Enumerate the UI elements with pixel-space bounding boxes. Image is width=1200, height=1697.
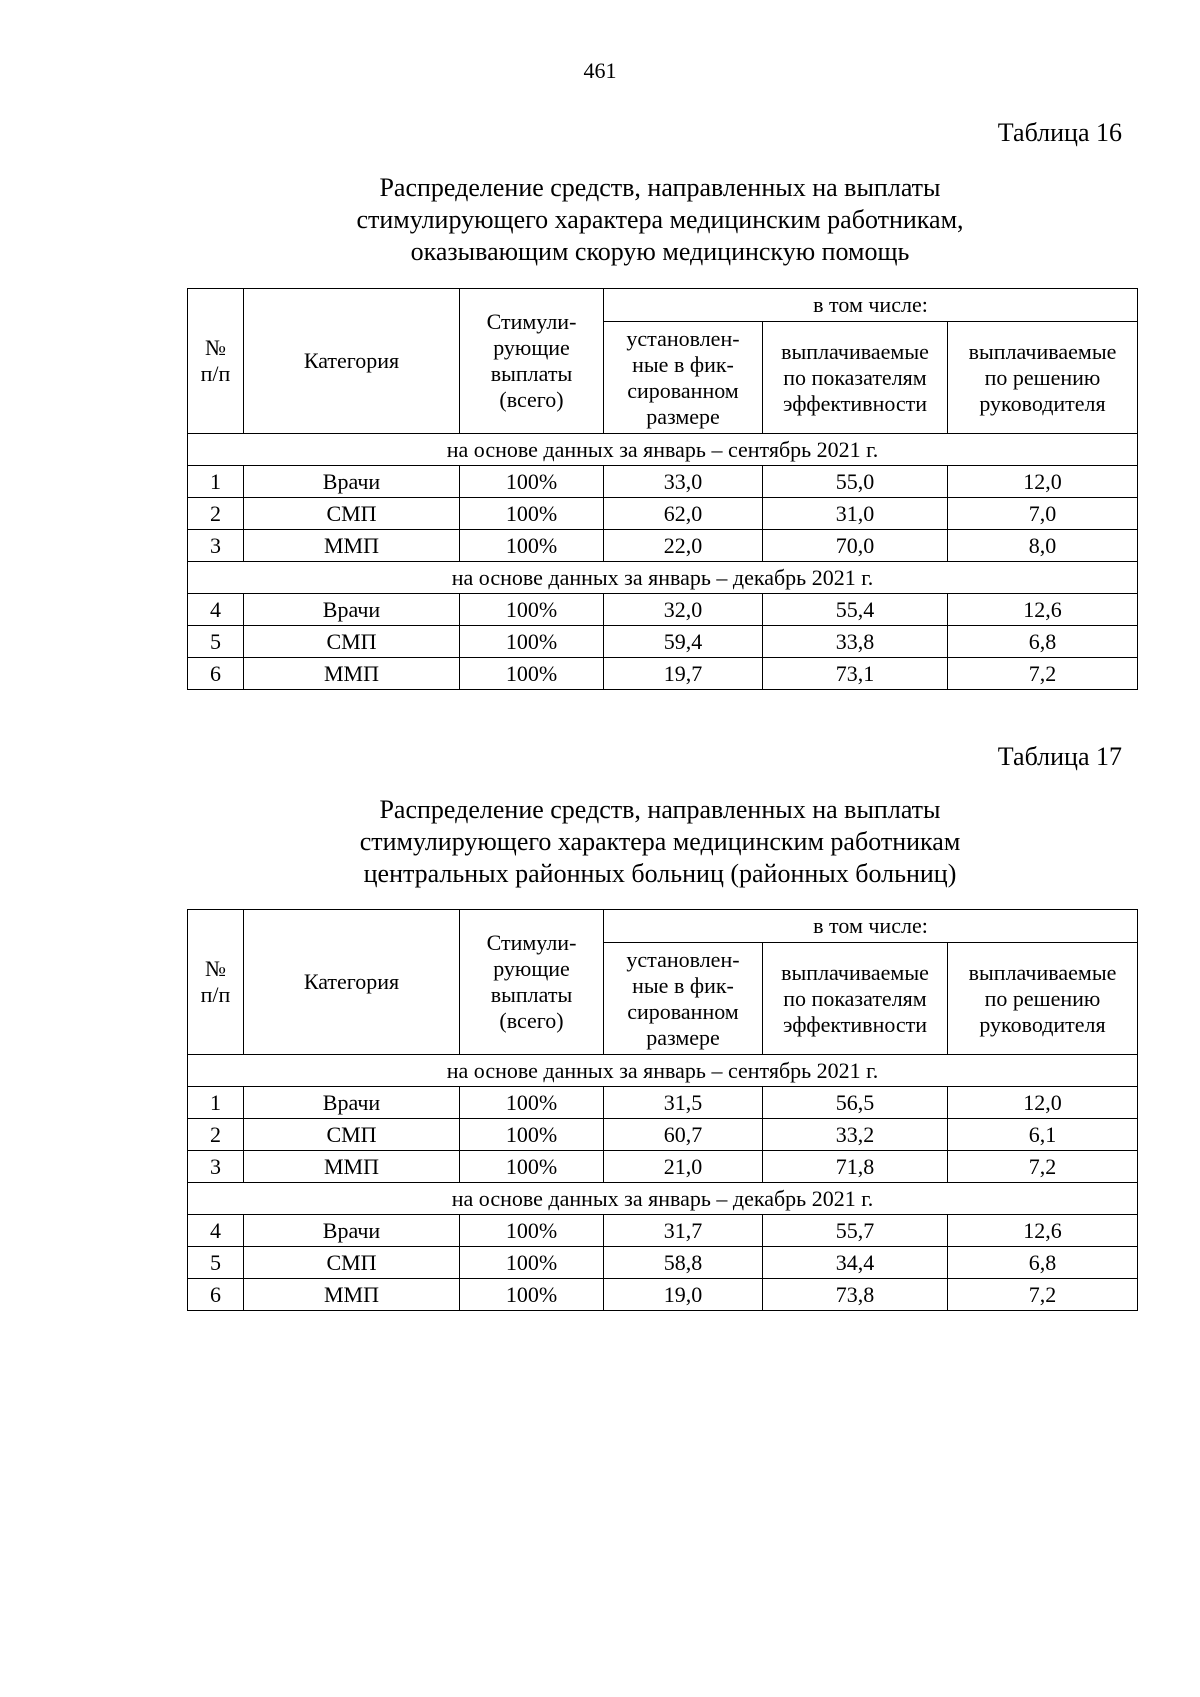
- header-line: (всего): [499, 387, 564, 412]
- cell-manager: 8,0: [948, 530, 1138, 562]
- cell-total: 100%: [460, 658, 604, 690]
- header-line: по решению: [984, 985, 1101, 1011]
- header-line: эффективности: [782, 1011, 928, 1037]
- header-category: Категория: [244, 910, 460, 1055]
- header-fixed: [604, 943, 763, 1055]
- cell-num: 5: [188, 626, 244, 658]
- cell-efficiency: 33,2: [763, 1119, 948, 1151]
- cell-category: Врачи: [244, 594, 460, 626]
- table-17-label: Таблица 17: [997, 742, 1122, 771]
- cell-num: 1: [188, 466, 244, 498]
- cell-efficiency: 55,4: [763, 594, 948, 626]
- header-line: выплаты: [490, 982, 573, 1007]
- title-line: Распределение средств, направленных на выплаты: [379, 173, 941, 202]
- cell-fixed: 22,0: [604, 530, 763, 562]
- section-row: [188, 1183, 1138, 1215]
- table-17-title: [0, 794, 1200, 890]
- cell-total: 100%: [460, 594, 604, 626]
- header-line: размере: [646, 1024, 720, 1050]
- header-line: установлен-: [626, 946, 740, 972]
- title-line: центральных районных больниц (районных больниц): [363, 859, 957, 888]
- cell-manager: 12,0: [948, 466, 1138, 498]
- section-caption: на основе данных за январь – декабрь 2021 г.: [188, 1183, 1138, 1215]
- header-num: [188, 289, 244, 434]
- table-16-label: Таблица 16: [997, 118, 1122, 147]
- cell-total: 100%: [460, 530, 604, 562]
- header-total: [460, 910, 604, 1055]
- cell-efficiency: 73,1: [763, 658, 948, 690]
- title-line: стимулирующего характера медицинским работникам,: [356, 205, 964, 234]
- header-line: п/п: [200, 982, 231, 1007]
- table-16: [187, 288, 1138, 690]
- table-row: [188, 1279, 1138, 1311]
- table-row: [188, 626, 1138, 658]
- header-line: выплачиваемые: [781, 338, 929, 364]
- title-line: стимулирующего характера медицинским работникам: [359, 827, 961, 856]
- cell-category: СМП: [244, 498, 460, 530]
- header-line: рующие: [493, 956, 570, 981]
- header-category: Категория: [244, 289, 460, 434]
- table-row: [188, 1247, 1138, 1279]
- cell-fixed: 19,7: [604, 658, 763, 690]
- header-including: в том числе:: [604, 289, 1138, 322]
- cell-fixed: 31,5: [604, 1087, 763, 1119]
- header-line: сированном: [627, 998, 739, 1024]
- section-row: [188, 562, 1138, 594]
- cell-category: СМП: [244, 626, 460, 658]
- table-row: [188, 498, 1138, 530]
- cell-fixed: 19,0: [604, 1279, 763, 1311]
- section-caption: на основе данных за январь – сентябрь 2021 г.: [188, 434, 1138, 466]
- cell-total: 100%: [460, 498, 604, 530]
- cell-category: СМП: [244, 1247, 460, 1279]
- header-line: эффективности: [782, 390, 928, 416]
- cell-fixed: 60,7: [604, 1119, 763, 1151]
- section-row: [188, 1055, 1138, 1087]
- header-manager: [948, 322, 1138, 434]
- header-line: выплачиваемые: [968, 338, 1117, 364]
- cell-category: ММП: [244, 1279, 460, 1311]
- table-row: [188, 658, 1138, 690]
- cell-category: ММП: [244, 658, 460, 690]
- header-efficiency: [763, 322, 948, 434]
- header-line: ные в фик-: [632, 351, 734, 377]
- header-line: п/п: [200, 361, 231, 386]
- table-row: [188, 1151, 1138, 1183]
- cell-total: 100%: [460, 626, 604, 658]
- cell-fixed: 62,0: [604, 498, 763, 530]
- header-efficiency: [763, 943, 948, 1055]
- cell-num: 4: [188, 594, 244, 626]
- cell-num: 3: [188, 1151, 244, 1183]
- header-line: рующие: [493, 335, 570, 360]
- cell-num: 5: [188, 1247, 244, 1279]
- header-line: руководителя: [979, 1011, 1106, 1037]
- header-line: по показателям: [783, 985, 927, 1011]
- table-row: [188, 1087, 1138, 1119]
- table-row: [188, 1215, 1138, 1247]
- header-line: Стимули-: [486, 309, 577, 334]
- header-line: Стимули-: [486, 930, 577, 955]
- cell-efficiency: 34,4: [763, 1247, 948, 1279]
- cell-fixed: 59,4: [604, 626, 763, 658]
- cell-manager: 12,6: [948, 594, 1138, 626]
- cell-efficiency: 56,5: [763, 1087, 948, 1119]
- cell-total: 100%: [460, 1087, 604, 1119]
- cell-efficiency: 31,0: [763, 498, 948, 530]
- cell-efficiency: 73,8: [763, 1279, 948, 1311]
- header-line: размере: [646, 403, 720, 429]
- cell-num: 1: [188, 1087, 244, 1119]
- header-line: ные в фик-: [632, 972, 734, 998]
- header-including: в том числе:: [604, 910, 1138, 943]
- cell-efficiency: 70,0: [763, 530, 948, 562]
- cell-total: 100%: [460, 1215, 604, 1247]
- cell-manager: 6,8: [948, 626, 1138, 658]
- cell-num: 2: [188, 498, 244, 530]
- table-row: [188, 1119, 1138, 1151]
- cell-fixed: 33,0: [604, 466, 763, 498]
- cell-manager: 7,2: [948, 1279, 1138, 1311]
- cell-fixed: 31,7: [604, 1215, 763, 1247]
- title-line: Распределение средств, направленных на выплаты: [379, 795, 941, 824]
- header-line: №: [205, 335, 226, 360]
- cell-category: СМП: [244, 1119, 460, 1151]
- cell-manager: 6,1: [948, 1119, 1138, 1151]
- header-fixed: [604, 322, 763, 434]
- header-line: по решению: [984, 364, 1101, 390]
- cell-manager: 6,8: [948, 1247, 1138, 1279]
- cell-efficiency: 55,7: [763, 1215, 948, 1247]
- section-caption: на основе данных за январь – декабрь 2021 г.: [188, 562, 1138, 594]
- header-line: №: [205, 956, 226, 981]
- title-line: оказывающим скорую медицинскую помощь: [410, 237, 910, 266]
- table-row: [188, 466, 1138, 498]
- section-caption: на основе данных за январь – сентябрь 2021 г.: [188, 1055, 1138, 1087]
- cell-category: ММП: [244, 530, 460, 562]
- section-row: [188, 434, 1138, 466]
- cell-fixed: 32,0: [604, 594, 763, 626]
- header-line: (всего): [499, 1008, 564, 1033]
- header-num: [188, 910, 244, 1055]
- cell-manager: 7,0: [948, 498, 1138, 530]
- cell-category: Врачи: [244, 1087, 460, 1119]
- header-line: по показателям: [783, 364, 927, 390]
- cell-manager: 12,6: [948, 1215, 1138, 1247]
- cell-efficiency: 33,8: [763, 626, 948, 658]
- cell-efficiency: 71,8: [763, 1151, 948, 1183]
- cell-category: Врачи: [244, 1215, 460, 1247]
- cell-fixed: 21,0: [604, 1151, 763, 1183]
- header-total: [460, 289, 604, 434]
- table-row: [188, 530, 1138, 562]
- page-number: 461: [583, 58, 617, 83]
- cell-total: 100%: [460, 1119, 604, 1151]
- table-row: [188, 594, 1138, 626]
- table-17: [187, 909, 1138, 1311]
- cell-fixed: 58,8: [604, 1247, 763, 1279]
- cell-num: 4: [188, 1215, 244, 1247]
- cell-num: 3: [188, 530, 244, 562]
- header-manager: [948, 943, 1138, 1055]
- cell-manager: 7,2: [948, 658, 1138, 690]
- cell-num: 2: [188, 1119, 244, 1151]
- header-line: выплачиваемые: [781, 959, 929, 985]
- cell-total: 100%: [460, 466, 604, 498]
- header-line: руководителя: [979, 390, 1106, 416]
- header-line: сированном: [627, 377, 739, 403]
- cell-category: Врачи: [244, 466, 460, 498]
- cell-total: 100%: [460, 1247, 604, 1279]
- header-line: выплаты: [490, 361, 573, 386]
- cell-manager: 12,0: [948, 1087, 1138, 1119]
- header-line: выплачиваемые: [968, 959, 1117, 985]
- table-16-title: [0, 172, 1200, 268]
- cell-num: 6: [188, 1279, 244, 1311]
- header-line: установлен-: [626, 325, 740, 351]
- cell-num: 6: [188, 658, 244, 690]
- cell-manager: 7,2: [948, 1151, 1138, 1183]
- cell-efficiency: 55,0: [763, 466, 948, 498]
- cell-total: 100%: [460, 1151, 604, 1183]
- cell-category: ММП: [244, 1151, 460, 1183]
- cell-total: 100%: [460, 1279, 604, 1311]
